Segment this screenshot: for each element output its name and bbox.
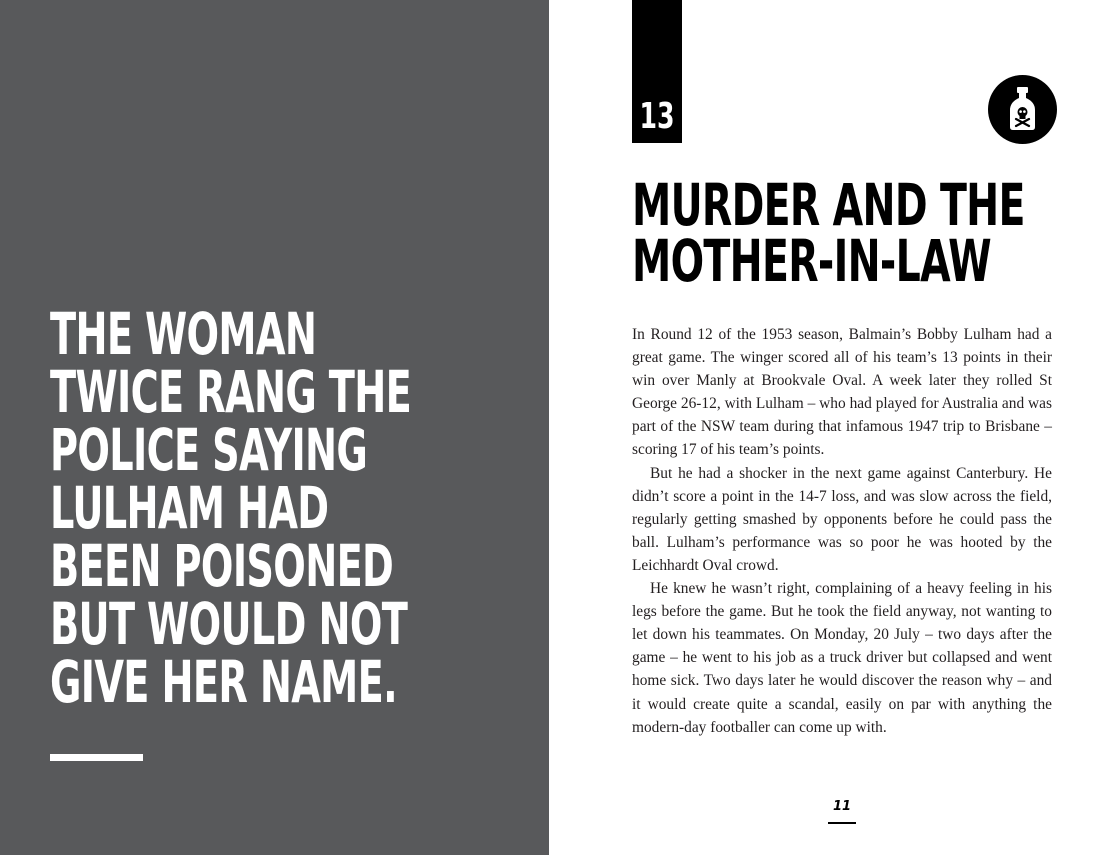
- body-paragraph: But he had a shocker in the next game against Canterbury. He didn’t score a point in the 14-7 loss, and was slow across the field, regularly getting smashed by opponents before he could pass the ball. Lulham’s performance was so poor he was hooted by the Leichhardt Oval crowd.: [632, 464, 1052, 574]
- chapter-number: 13: [639, 96, 675, 137]
- right-page: [549, 0, 1100, 855]
- left-page: [0, 0, 549, 855]
- body-paragraph: In Round 12 of the 1953 season, Balmain’s Bobby Lulham had a great game. The winger scored all of his team’s 13 points in their win over Manly at Brookvale Oval. A week later they rolled St George 26-12, with Lulham – who had played for Australia and was part of the NSW team during that infamous 1947 trip to Brisbane – scoring 17 of his team’s points.: [632, 326, 1052, 459]
- body-text: [632, 323, 1052, 739]
- pull-quote: THE WOMAN TWICE RANG THE POLICE SAYING LULHAM HAD BEEN POISONED BUT WOULD NOT GIVE HER NAME.: [50, 300, 412, 716]
- poison-bottle-skull-icon: [988, 75, 1057, 144]
- page-number: 11: [832, 799, 852, 814]
- chapter-tab: [632, 0, 682, 143]
- body-paragraph: He knew he wasn’t right, complaining of a heavy feeling in his legs before the game. But he took the field anyway, not wanting to let down his teammates. On Monday, 20 July – two days after the game – he went to his job as a truck driver but collapsed and went home sick. Two days later he would discover the reason why – and it would create quite a scandal, easily on par with anything the modern-day footballer can come up with.: [632, 580, 1052, 736]
- pull-quote-rule: [50, 754, 143, 761]
- chapter-title: MURDER AND THE MOTHER-IN-LAW: [632, 171, 1025, 295]
- page-number-rule: [828, 822, 856, 824]
